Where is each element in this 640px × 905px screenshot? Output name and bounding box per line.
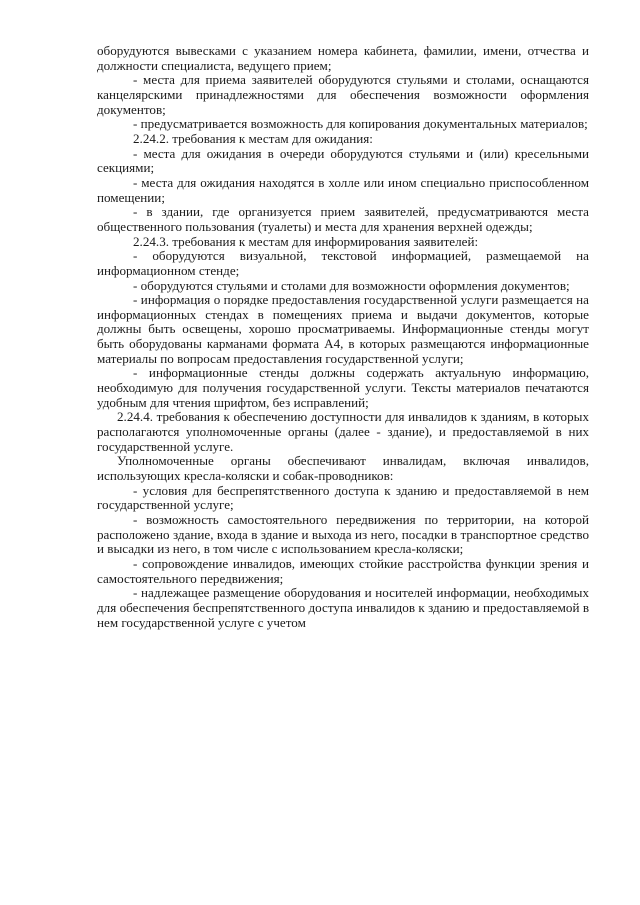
- paragraph: - оборудуются визуальной, текстовой информацией, размещаемой на информационном стенде;: [97, 248, 589, 278]
- section-heading-2-24-4: 2.24.4. требования к обеспечению доступности для инвалидов к зданиям, в которых располагаются уполномоченные органы (далее - здание), и предоставляемой в них государственной услуге.: [97, 409, 589, 454]
- paragraph: - сопровождение инвалидов, имеющих стойкие расстройства функции зрения и самостоятельного передвижения;: [97, 555, 589, 586]
- section-heading-2-24-3: 2.24.3. требования к местам для информирования заявителей:: [133, 233, 479, 249]
- paragraph: оборудуются вывесками с указанием номера кабинета, фамилии, имени, отчества и должности специалиста, ведущего прием;: [97, 43, 589, 73]
- paragraph: - места для ожидания в очереди оборудуются стульями и (или) кресельными секциями;: [97, 145, 589, 176]
- paragraph: Уполномоченные органы обеспечивают инвалидам, включая инвалидов, использующих кресла-коляски и собак-проводников:: [97, 453, 589, 484]
- document-body: [97, 44, 589, 630]
- section-heading-2-24-2: 2.24.2. требования к местам для ожидания:: [133, 130, 373, 146]
- paragraph: - надлежащее размещение оборудования и носителей информации, необходимых для обеспечения беспрепятственного доступа инвалидов к зданию и предоставляемой в нем государственной услуге с учетом: [97, 585, 589, 630]
- paragraph: - оборудуются стульями и столами для возможности оформления документов;: [133, 277, 570, 293]
- paragraph: - места для приема заявителей оборудуются стульями и столами, оснащаются канцелярскими принадлежностями для обеспечения возможности оформления документов;: [97, 72, 589, 117]
- paragraph: - места для ожидания находятся в холле или ином специально приспособленном помещении;: [97, 174, 589, 205]
- paragraph: - возможность самостоятельного передвижения по территории, на которой расположено здание, входа в здание и выхода из него, посадки в транспортное средство и высадки из него, в том числе с использованием кресла-коляски;: [97, 512, 589, 557]
- paragraph: - предусматривается возможность для копирования документальных материалов;: [133, 116, 588, 132]
- paragraph: - в здании, где организуется прием заявителей, предусматриваются места общественного пользования (туалеты) и места для хранения верхней одежды;: [97, 204, 589, 234]
- paragraph: - информация о порядке предоставления государственной услуги размещается на информационных стендах в помещениях приема и выдачи документов, которые должны быть освещены, хорошо просматриваемы. Информационные стенды могут быть оборудованы карманами формата А4, в которых размещаются информационные материалы по вопросам предоставления государственной услуги;: [97, 292, 589, 366]
- paragraph: - условия для беспрепятственного доступа к зданию и предоставляемой в нем государственной услуге;: [97, 482, 589, 513]
- paragraph: - информационные стенды должны содержать актуальную информацию, необходимую для получения государственной услуги. Тексты материалов печатаются удобным для чтения шрифтом, без исправлений;: [97, 365, 589, 410]
